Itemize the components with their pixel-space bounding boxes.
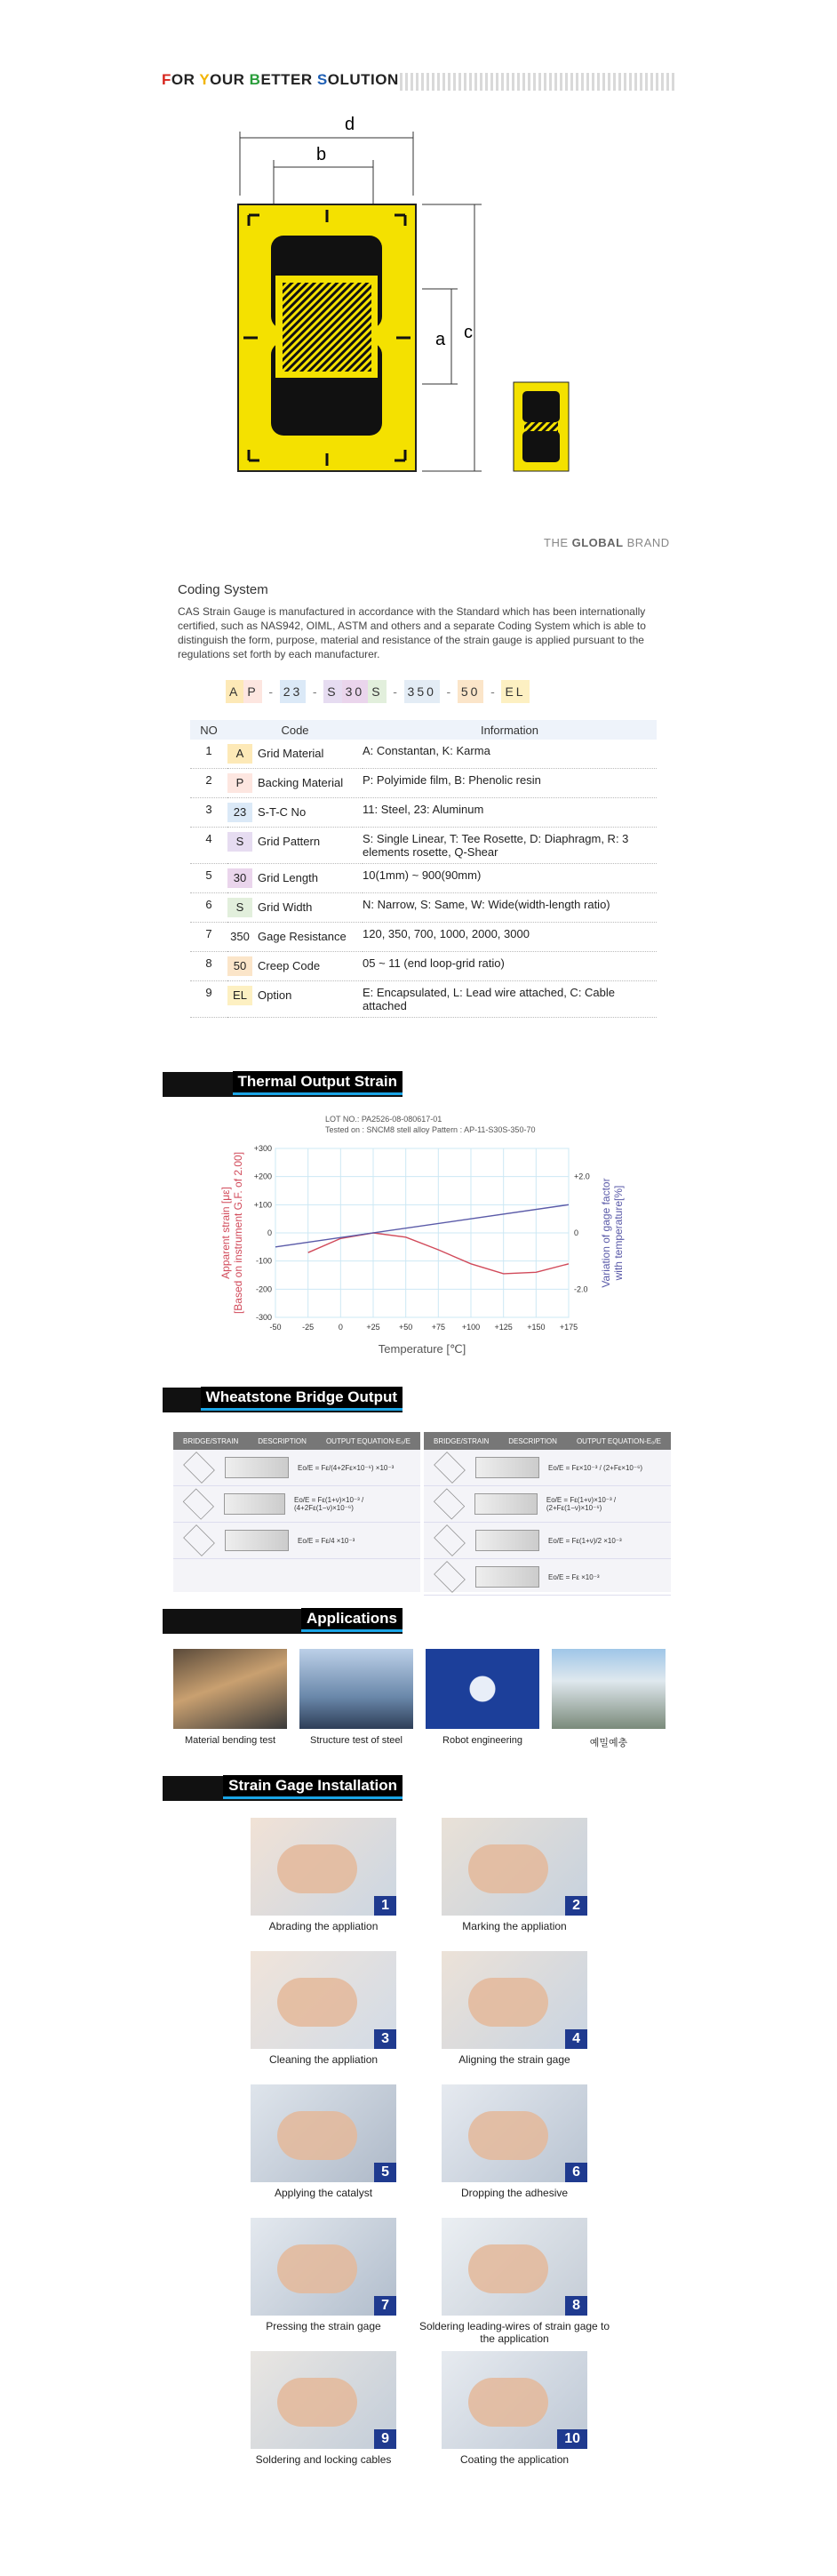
code-separator: - [490,684,495,699]
section-wheatstone-title: Wheatstone Bridge Output [201,1387,403,1411]
code-separator: - [446,684,451,699]
wb-head-output: OUTPUT EQUATION-E₀/E [576,1436,661,1445]
coding-row [190,893,657,923]
coding-row-info: S: Single Linear, T: Tee Rosette, D: Diaphragm, R: 3 elements rosette, Q-Shear [363,828,657,864]
tagline-initial-2: Y [199,71,211,88]
install-step-image [442,1951,587,2049]
y-tick-label: +300 [253,1144,272,1153]
y2-tick-label: +2.0 [574,1172,590,1181]
col-no: NO [190,720,227,740]
gauge-specimen-icon [475,1530,539,1551]
code-name: Creep Code [258,959,321,972]
coding-row-no: 1 [190,740,227,769]
code-box: 350 [227,927,252,947]
x-axis-label: Temperature [℃] [378,1342,466,1356]
x-tick-label: +50 [399,1323,413,1332]
coding-table [190,720,657,1018]
hands-shape [277,1844,357,1893]
wb-row [173,1523,420,1559]
y-tick-label: -200 [255,1284,272,1294]
app-caption-1: Material bending test [184,1735,276,1746]
brand-bold: GLOBAL [571,536,624,549]
strain-gauge-diagram [231,116,586,489]
wb-row [424,1486,671,1523]
wb-head-bridge: BRIDGE/STRAIN [434,1436,490,1445]
output-equation: Eo/E = Fε×10⁻³ / (2+Fε×10⁻⁶) [548,1463,643,1472]
code-box: S [227,832,252,852]
coding-row-code [227,952,363,981]
install-step-image [251,2218,396,2316]
output-equation: Eo/E = Fε/(4+2Fε×10⁻⁶) ×10⁻³ [298,1463,395,1472]
coding-row-info: A: Constantan, K: Karma [363,740,657,769]
coding-row [190,798,657,828]
coding-row-code [227,893,363,923]
install-step-image [251,1951,396,2049]
code-box: S [227,898,252,917]
code-name: Backing Material [258,776,344,789]
y2-axis-label-2: with temperature[%] [612,1185,625,1281]
install-step-caption: Coating the application [459,2453,570,2466]
bridge-icon [183,1489,214,1520]
step-number: 5 [374,2163,396,2182]
coding-row-code [227,864,363,893]
wheatstone-table-left [173,1432,420,1592]
y2-axis-label-1: Variation of gage factor [600,1178,612,1288]
install-step-caption: Applying the catalyst [274,2187,373,2199]
x-tick-label: -25 [302,1323,315,1332]
code-chip: 350 [404,680,440,703]
coding-row-code [227,981,363,1018]
coding-row-info: 10(1mm) ~ 900(90mm) [363,864,657,893]
code-chip: S [323,680,341,703]
bridge-icon [434,1524,466,1556]
x-tick-label: +100 [461,1323,481,1332]
dim-a-label: a [435,330,446,349]
install-step-caption: Pressing the strain gage [266,2320,381,2332]
coding-row-code [227,923,363,952]
install-step-image [442,2084,587,2182]
y-tick-label: 0 [267,1228,272,1237]
wheatstone-table-right [424,1432,671,1592]
tagline-rest-3: ETTER [260,71,317,88]
install-step-image [442,2218,587,2316]
code-chip: P [243,680,261,703]
tagline-rest-4: OLUTION [327,71,399,88]
code-name: Grid Width [258,900,313,914]
hands-shape [468,1844,548,1893]
coding-row-no: 9 [190,981,227,1018]
gauge-specimen-icon [474,1493,538,1515]
coding-row-no: 2 [190,769,227,798]
col-code: Code [227,720,363,740]
brand-prefix: THE [544,536,569,549]
tagline-rest-1: OR [171,71,200,88]
section-applications-title: Applications [301,1608,403,1632]
bridge-icon [434,1561,466,1593]
step-number: 9 [374,2429,396,2449]
x-tick-label: -50 [269,1323,282,1332]
section-installation-title: Strain Gage Installation [223,1775,403,1799]
hands-shape [468,1978,548,2027]
code-name: Grid Material [258,747,324,760]
install-step-image [251,2084,396,2182]
hands-shape [277,1978,357,2027]
code-separator: - [312,684,317,699]
coding-row [190,769,657,798]
output-equation: Eo/E = Fε(1+ν)/2 ×10⁻³ [548,1536,622,1545]
y-tick-label: -100 [255,1256,272,1266]
dim-d-label: d [345,116,355,134]
hands-shape [468,2244,548,2293]
gauge-specimen-icon [225,1530,289,1551]
app-image-steel [299,1649,413,1729]
y-axis-label-2: [Based on instrument G.F. of 2.00] [232,1151,244,1315]
small-gauge-grid [524,407,558,446]
coding-row [190,923,657,952]
gauge-specimen-icon [475,1457,539,1478]
coding-row [190,828,657,864]
app-caption-2: Structure test of steel [310,1735,403,1746]
code-chip: A [226,680,243,703]
y-axis-label-1: Apparent strain [με] [219,1187,232,1279]
tagline [162,71,399,89]
app-caption-4: 예밀예충 [589,1738,628,1748]
tagline-initial-1: F [162,71,171,88]
coding-row-no: 4 [190,828,227,864]
coding-row-no: 8 [190,952,227,981]
section-applications [163,1609,403,1634]
coding-row-code [227,740,363,769]
y2-tick-label: 0 [574,1228,579,1237]
step-number: 2 [565,1896,587,1916]
install-step-image [442,2351,587,2449]
coding-row-info: 11: Steel, 23: Aluminum [363,798,657,828]
output-equation: Eo/E = Fε/4 ×10⁻³ [298,1536,355,1545]
wb-row [424,1559,671,1596]
code-name: S-T-C No [258,805,307,819]
gauge-specimen-icon [475,1566,539,1588]
hands-shape [468,2378,548,2427]
x-tick-label: +25 [366,1323,380,1332]
coding-row-no: 3 [190,798,227,828]
output-equation: Eo/E = Fε(1+ν)×10⁻³ / (4+2Fε(1−ν)×10⁻⁶) [294,1496,364,1512]
dim-b-label: b [316,145,327,164]
step-number: 8 [565,2296,587,2316]
tagline-initial-4: S [316,71,328,88]
code-chip: 23 [280,680,307,703]
coding-row-no: 5 [190,864,227,893]
install-step-caption: Dropping the adhesive [460,2187,569,2199]
x-tick-label: 0 [338,1323,343,1332]
app-image-4 [552,1649,666,1729]
coding-row-info: 05 ~ 11 (end loop-grid ratio) [363,952,657,981]
wb-row [424,1523,671,1559]
code-box: EL [227,986,252,1005]
wb-head-bridge: BRIDGE/STRAIN [183,1436,239,1445]
install-step-image [251,1818,396,1916]
install-step-caption: Abrading the appliation [268,1920,379,1932]
bridge-icon [434,1488,465,1519]
y-tick-label: -300 [255,1313,272,1322]
hands-shape [468,2111,548,2160]
hands-shape [277,2111,357,2160]
chart-meta-line1: LOT NO.: PA2526-08-080617-01 [325,1115,442,1124]
wb-head-output: OUTPUT EQUATION-E₀/E [325,1436,411,1445]
app-image-bending [173,1649,287,1729]
code-chip: 30 [342,680,369,703]
install-step-caption: Marking the appliation [462,1920,567,1932]
install-step-image [251,2351,396,2449]
step-number: 10 [557,2429,587,2449]
y-tick-label: +100 [253,1200,272,1210]
install-step-image [442,1818,587,1916]
coding-row-info: P: Polyimide film, B: Phenolic resin [363,769,657,798]
thermal-chart [213,1129,631,1378]
wb-row [173,1486,420,1523]
dim-c-label: c [464,323,473,342]
coding-title: Coding System [178,582,268,597]
coding-row-info: E: Encapsulated, L: Lead wire attached, C: Cable attached [363,981,657,1018]
bridge-icon [183,1524,215,1556]
code-box: 30 [227,868,252,888]
hands-shape [277,2378,357,2427]
x-tick-label: +75 [431,1323,445,1332]
install-step-caption: Cleaning the appliation [268,2053,379,2066]
install-step-caption: Aligning the strain gage [458,2053,570,2066]
code-example [226,679,530,704]
install-step-caption: Soldering leading-wires of strain gage to the application [418,2320,610,2345]
section-thermal-title: Thermal Output Strain [233,1071,403,1095]
step-number: 7 [374,2296,396,2316]
global-brand [544,536,670,549]
code-name: Grid Pattern [258,835,321,848]
x-tick-label: +150 [527,1323,546,1332]
coding-row [190,864,657,893]
code-chip: S [368,680,386,703]
chart-meta-line2: Tested on : SNCM8 stell alloy Pattern : AP-11-S30S-350-70 [325,1125,536,1134]
step-number: 4 [565,2029,587,2049]
gauge-grid-pattern [283,283,371,372]
code-name: Option [258,988,292,1002]
bridge-icon [183,1452,215,1484]
coding-row-code [227,769,363,798]
wb-row [173,1450,420,1486]
wb-head-desc: DESCRIPTION [508,1436,557,1445]
app-caption-3: Robot engineering [442,1735,522,1746]
wb-row [424,1450,671,1486]
coding-description: CAS Strain Gauge is manufactured in accordance with the Standard which has been internationally certified, such as NAS942, OIML, ASTM and others and a separate Coding System which is able to distinguish the form, purpose, material and resistance of the strain gauge is applied pursuant to the regulations set forth by each manufacturer. [178,605,646,660]
gauge-specimen-icon [225,1457,289,1478]
code-separator: - [268,684,274,699]
coding-row-no: 7 [190,923,227,952]
coding-row-code [227,828,363,864]
code-box: 23 [227,803,252,822]
tagline-rest-2: OUR [210,71,250,88]
code-name: Gage Resistance [258,930,347,943]
code-name: Grid Length [258,871,318,884]
header-stripes [400,73,677,91]
code-chip: EL [501,680,529,703]
y-tick-label: +200 [253,1172,272,1181]
step-number: 6 [565,2163,587,2182]
coding-row [190,952,657,981]
coding-row-info: N: Narrow, S: Same, W: Wide(width-length ratio) [363,893,657,923]
hands-shape [277,2244,357,2293]
coding-row-no: 6 [190,893,227,923]
coding-row [190,981,657,1018]
section-thermal [163,1072,403,1097]
wb-head-desc: DESCRIPTION [258,1436,307,1445]
x-tick-label: +175 [559,1323,578,1332]
y2-tick-label: -2.0 [574,1284,588,1294]
coding-row-code [227,798,363,828]
app-image-robot [426,1649,539,1729]
step-number: 3 [374,2029,396,2049]
coding-row-info: 120, 350, 700, 1000, 2000, 3000 [363,923,657,952]
section-installation [163,1776,403,1801]
tagline-initial-3: B [249,71,261,88]
step-number: 1 [374,1896,396,1916]
bridge-icon [434,1452,466,1484]
brand-suffix: BRAND [626,536,670,549]
code-box: A [227,744,252,764]
code-box: 50 [227,956,252,976]
col-info: Information [363,720,657,740]
code-box: P [227,773,252,793]
x-tick-label: +125 [494,1323,513,1332]
code-chip: 50 [458,680,484,703]
install-step-caption: Soldering and locking cables [255,2453,392,2466]
section-wheatstone [163,1388,403,1412]
output-equation: Eo/E = Fε ×10⁻³ [548,1572,600,1581]
output-equation: Eo/E = Fε(1+ν)×10⁻³ / (2+Fε(1−ν)×10⁻⁶) [546,1496,617,1512]
gauge-specimen-icon [224,1493,285,1515]
coding-row [190,740,657,769]
code-separator: - [393,684,397,699]
